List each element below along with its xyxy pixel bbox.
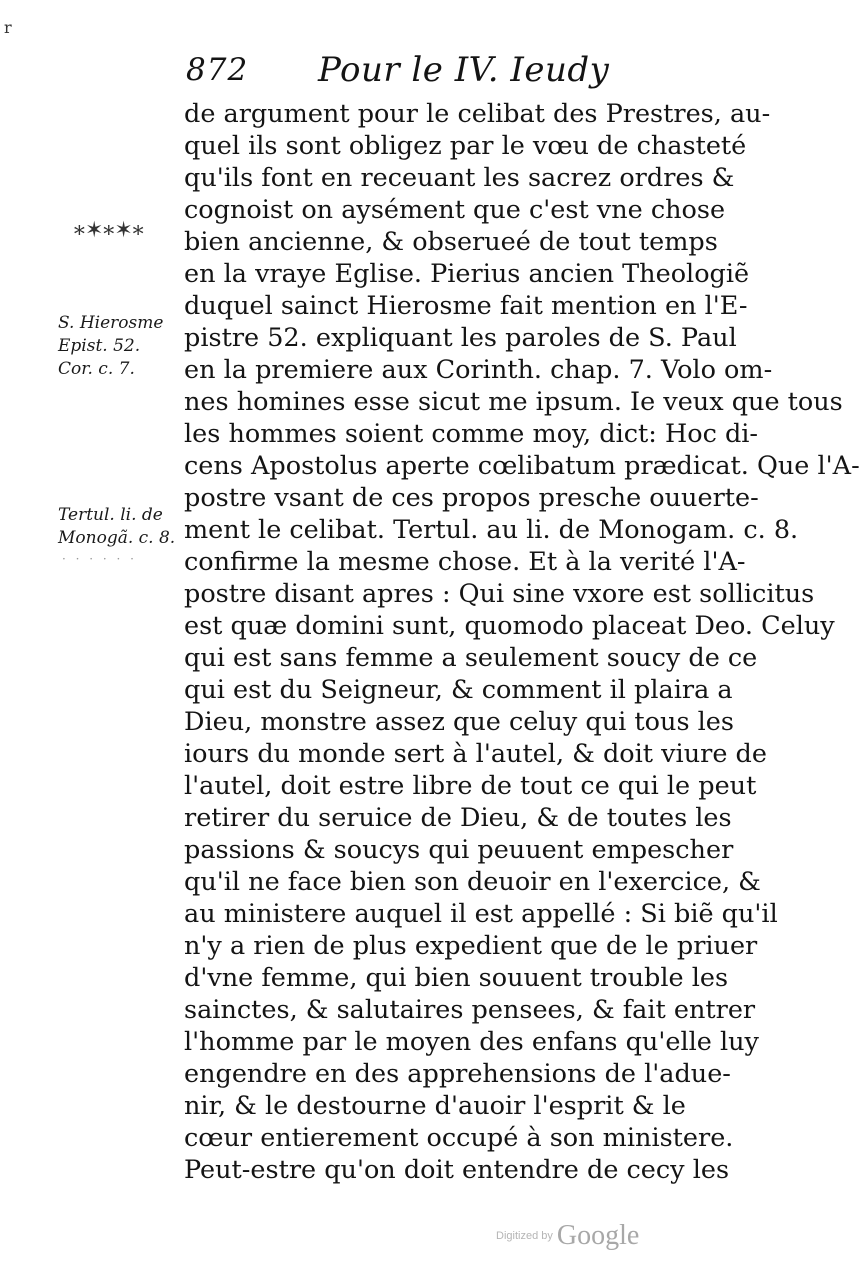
text-line: cœur entierement occupé à son ministere. [184,1123,734,1153]
text-line: bien ancienne, & obserueé de tout temps [184,227,718,257]
text-line: cognoist on aysément que c'est vne chose [184,195,726,225]
text-line: engendre en des apprehensions de l'adue- [184,1059,731,1089]
text-line: les hommes soient comme moy, dict: Hoc di- [184,419,759,449]
margin-note-line: Monogã. c. 8. [58,528,176,548]
text-line: quel ils sont obligez par le vœu de chasteté [184,131,747,161]
text-line: qui est sans femme a seulement soucy de ce [184,643,758,673]
text-line: Peut-estre qu'on doit entendre de cecy les [184,1155,730,1185]
text-line: pistre 52. expliquant les paroles de S. Paul [184,323,737,353]
text-line: nes homines esse sicut me ipsum. Ie veux que tous [184,387,843,417]
text-line: est quæ domini sunt, quomodo placeat Deo. Celuy [184,611,835,641]
margin-note-hierosme [58,312,163,381]
text-line: nir, & le destourne d'auoir l'esprit & le [184,1091,686,1121]
text-line: cens Apostolus aperte cœlibatum prædicat. Que l'A- [184,451,860,481]
page-number: 872 [186,52,249,88]
text-line: de argument pour le celibat des Prestres, au- [184,99,771,129]
text-line: confirme la mesme chose. Et à la verité l'A- [184,547,746,577]
text-line: qui est du Seigneur, & comment il plaira a [184,675,733,705]
text-line: retirer du seruice de Dieu, & de toutes les [184,803,732,833]
margin-note-tertullian [58,504,175,550]
text-line: qu'il ne face bien son deuoir en l'exercice, & [184,867,761,897]
watermark-prefix: Digitized by [496,1230,553,1242]
text-line: l'autel, doit estre libre de tout ce qui le peut [184,771,757,801]
text-line: n'y a rien de plus expedient que de le priuer [184,931,758,961]
text-line: sainctes, & salutaires pensees, & fait entrer [184,995,756,1025]
main-text [184,98,860,1186]
text-line: au ministere auquel il est appellé : Si biẽ qu'il [184,899,778,929]
running-title: Pour le IV. Ieudy [318,50,610,90]
margin-note-line: Cor. c. 7. [58,359,135,379]
text-line: ment le celibat. Tertul. au li. de Monogam. c. 8. [184,515,799,545]
text-line: passions & soucys qui peuuent empescher [184,835,734,865]
digitized-by-watermark [496,1220,639,1252]
text-line: en la vraye Eglise. Pierius ancien Theologiẽ [184,259,750,289]
text-line: postre vsant de ces propos presche ouuerte- [184,483,759,513]
margin-note-line: Tertul. li. de [58,505,163,525]
margin-note-line: S. Hierosme [58,313,164,333]
text-line: duquel sainct Hierosme fait mention en l'E- [184,291,748,321]
bleed-through-dots: · · · · · · [62,552,137,566]
printer-ornament: ∗✶∗✶∗ [72,218,144,243]
text-line: iours du monde sert à l'autel, & doit viure de [184,739,767,769]
text-line: postre disant apres : Qui sine vxore est sollicitus [184,579,815,609]
text-line: Dieu, monstre assez que celuy qui tous les [184,707,734,737]
text-line: l'homme par le moyen des enfans qu'elle luy [184,1027,759,1057]
corner-mark: r [4,18,12,37]
text-line: d'vne femme, qui bien souuent trouble les [184,963,729,993]
text-line: en la premiere aux Corinth. chap. 7. Volo om- [184,355,773,385]
margin-note-line: Epist. 52. [58,336,141,356]
google-logo: Google [556,1220,640,1251]
text-line: qu'ils font en receuant les sacrez ordres & [184,163,735,193]
